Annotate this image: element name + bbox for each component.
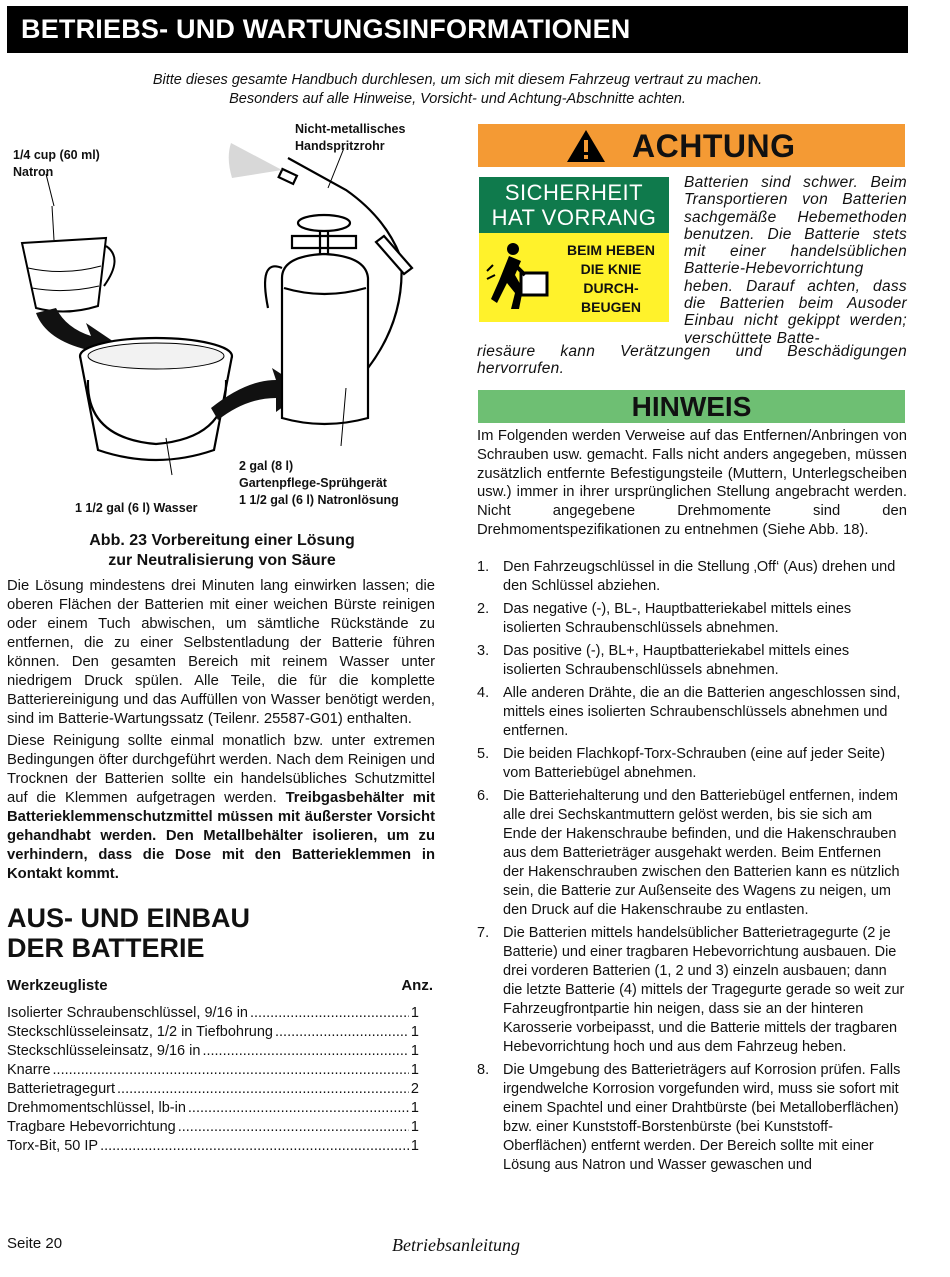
step-number: 8. <box>477 1062 490 1078</box>
list-item <box>477 558 905 596</box>
leader-dots <box>188 1099 409 1118</box>
leader-dots <box>275 1023 409 1042</box>
callout-spray-wand <box>295 121 405 155</box>
tool-item <box>7 1137 419 1156</box>
safety-sign-header-line-1: SICHERHEIT <box>504 180 644 205</box>
page-header: BETRIEBS- UND WARTUNGSINFORMATIONEN <box>7 6 908 53</box>
step-text: Die beiden Flachkopf-Torx-Schrauben (eine auf jeder Seite) vom Batteriebügel abnehmen. <box>503 746 886 781</box>
tool-qty: 2 <box>410 1081 419 1097</box>
tool-name: Knarre <box>7 1062 51 1078</box>
tool-list <box>7 1004 419 1156</box>
leader-dots <box>178 1118 409 1137</box>
callout-cup-line-2: Natron <box>13 165 54 179</box>
step-text: Den Fahrzeugschlüssel in die Stellung ‚Off‘ (Aus) drehen und den Schlüssel abziehen. <box>503 559 896 594</box>
step-number: 3. <box>477 643 490 659</box>
tool-name: Batterietragegurt <box>7 1081 116 1097</box>
tool-name: Steckschlüsseleinsatz, 9/16 in <box>7 1043 201 1059</box>
tool-qty: 1 <box>410 1138 419 1154</box>
figure-caption <box>6 531 438 571</box>
tool-qty: 1 <box>410 1100 419 1116</box>
callout-wand-line-2: Handspritzrohr <box>295 139 385 153</box>
callout-wand-line-1: Nicht-metallisches <box>295 122 406 136</box>
safety-instruction-line-3: DURCH- <box>583 280 639 296</box>
step-text: Die Batteriehalterung und den Batteriebügel entfernen, indem alle drei Sechskantmuttern gelöst werden, bis sie sich am Ende der Hakenschraube befinden, und die Hakenschrauben aus dem Batterieträger ausgehakt werden. Beim Entfernen der Hakenschrauben zwischen den Batterien kann es nützlich sein, die Batterie zur Außenseite des Wagens zu neigen, um den Druck auf die Hakenschraube zu entlasten. <box>503 788 900 918</box>
callout-sprayer-line-1: 2 gal (8 l) <box>239 459 294 473</box>
spray-mist-icon <box>229 143 282 178</box>
list-item <box>477 684 905 741</box>
leader-dots <box>117 1080 409 1099</box>
step-text: Die Batterien mittels handelsüblicher Batterietragegurte (2 je Batterie) und einer tragbaren Hebevorrichtung ausbauen. Die drei vorderen Batterien (1, 2 und 3) einzeln ausbauen; dann die letzte Batterie (4) mittels der Tragegurte gerade so weit zur Fahrzeugfrontpartie hin neigen, dass sie an der hinteren Karosserie vorbeipasst, und die Batterie mittels der tragbaren Hebevorrichtung hoch und aus dem Fahrzeug heben. <box>503 925 905 1055</box>
warning-text-side: Batterien sind schwer. Beim Transportieren von Batterien sachgemäße Hebemethoden benutzen. Die Batterie stets mit einer handelsüblichen Batterie-Hebevorrichtung heben. Darauf achten, dass die Batterien beim Ausoder Einbau nicht gekippt werden; verschüttete Batte- <box>684 174 907 347</box>
step-number: 2. <box>477 601 490 617</box>
cleaning-paragraph-2-bold: Treibgasbehälter mit Batterieklemmenschutzmittel müssen mit äußerster Vorsicht gehandhabt werden. Den Metallbehälter isolieren, um zu verhindern, dass die Dose mit den Batterieklemmen in Kontakt kommt. <box>7 790 435 882</box>
section-title <box>7 903 250 963</box>
tool-item <box>7 1080 419 1099</box>
leader-dots <box>53 1061 409 1080</box>
warning-title: ACHTUNG <box>632 128 796 164</box>
tool-name: Torx-Bit, 50 IP <box>7 1138 99 1154</box>
tool-qty: 1 <box>410 1119 419 1135</box>
safety-instruction-line-1: BEIM HEBEN <box>567 242 655 258</box>
leader-dots <box>250 1004 409 1023</box>
removal-steps <box>477 558 905 1179</box>
warning-triangle-icon <box>566 129 606 163</box>
leader-dots <box>202 1042 408 1061</box>
list-item <box>477 1061 905 1175</box>
section-title-line-2: DER BATTERIE <box>7 933 205 963</box>
step-number: 1. <box>477 559 490 575</box>
step-number: 6. <box>477 788 490 804</box>
tool-item <box>7 1042 419 1061</box>
tool-qty: 1 <box>410 1043 419 1059</box>
intro-note <box>0 71 915 109</box>
safety-instruction-line-4: BEUGEN <box>581 299 641 315</box>
section-title-line-1: AUS- UND EINBAU <box>7 903 250 933</box>
tool-qty: 1 <box>410 1062 419 1078</box>
safety-sign-body <box>479 233 669 322</box>
list-item <box>477 745 905 783</box>
step-number: 5. <box>477 746 490 762</box>
warning-banner <box>478 124 905 167</box>
safety-sign-header-line-2: HAT VORRANG <box>491 205 657 230</box>
safety-sign-header <box>479 177 669 233</box>
cleaning-paragraph-2-text: Diese Reinigung sollte einmal monatlich bzw. unter extremen Bedingungen öfter durchgeführt werden. Nach dem Reinigen und Trocknen der Batterien sollte ein handelsübliches Schutzmittel auf die Klemmen aufgetragen werden. <box>7 733 435 806</box>
step-text: Das positive (-), BL+, Hauptbatteriekabel mittels eines isolierten Schraubenschlüssels abnehmen. <box>503 643 850 678</box>
leader-dots <box>100 1137 409 1156</box>
tool-list-header <box>7 977 433 994</box>
cleaning-paragraph-1: Die Lösung mindestens drei Minuten lang einwirken lassen; die oberen Flächen der Batterien mit einer weichen Bürste reinigen oder einem Tuch abwischen, um sämtliche Rückstände zu entfernen, die zu einer Selbstentladung der Batterie führen können. Den gesamten Bereich mit reinem Wasser unter niedrigem Druck spülen. Alle Teile, die für die komplette Batteriereinigung und das Auffüllen von Wasser benötigt werden, sind im Batterie-Wartungssatz (Teilenr. 25587-G01) enthalten. <box>7 578 435 727</box>
step-number: 7. <box>477 925 490 941</box>
footer-document-title: Betriebsanleitung <box>392 1235 520 1255</box>
tool-item <box>7 1004 419 1023</box>
list-item <box>477 787 905 920</box>
tool-name: Steckschlüsseleinsatz, 1/2 in Tiefbohrung <box>7 1024 273 1040</box>
list-item <box>477 600 905 638</box>
tool-name: Isolierter Schraubenschlüssel, 9/16 in <box>7 1005 248 1021</box>
cleaning-paragraph-2 <box>7 732 435 884</box>
tool-list-title: Werkzeugliste <box>7 977 108 994</box>
safety-sign-instruction <box>561 241 661 317</box>
callout-sprayer <box>239 458 399 509</box>
tool-qty: 1 <box>410 1005 419 1021</box>
tool-item <box>7 1023 419 1042</box>
step-text: Die Umgebung des Batterieträgers auf Korrosion prüfen. Falls irgendwelche Korrosion vorgefunden wird, muss sie sofort mit einem Spachtel und einer Drahtbürste (bei Metalloberflächen) bzw. einer Kunststoff-Borstenbürste (bei Kunststoff-Oberflächen) entfernt werden. Der Bereich sollte mit einer Lösung aus Natron und Wasser gewaschen und <box>503 1062 901 1173</box>
notice-banner: HINWEIS <box>478 390 905 423</box>
safety-sign <box>479 177 669 322</box>
tool-name: Drehmomentschlüssel, lb-in <box>7 1100 186 1116</box>
tool-item <box>7 1099 419 1118</box>
figure-caption-line-2: zur Neutralisierung von Säure <box>108 552 336 569</box>
list-item <box>477 642 905 680</box>
callout-baking-soda-cup <box>13 147 100 181</box>
lifting-person-icon <box>485 241 551 313</box>
step-text: Alle anderen Drähte, die an die Batterien angeschlossen sind, mittels eines isolierten Schraubenschlüssels abnehmen und entfernen. <box>503 685 901 739</box>
tool-item <box>7 1061 419 1080</box>
page-number: Seite 20 <box>7 1235 63 1252</box>
step-text: Das negative (-), BL-, Hauptbatteriekabel mittels eines isolierten Schraubenschlüssels abnehmen. <box>503 601 852 636</box>
list-item <box>477 924 905 1057</box>
figure-caption-line-1: Abb. 23 Vorbereitung einer Lösung <box>89 532 355 549</box>
intro-line-1: Bitte dieses gesamte Handbuch durchlesen, um sich mit diesem Fahrzeug vertraut zu machen. <box>152 72 763 88</box>
callout-sprayer-line-3: 1 1/2 gal (6 l) Natronlösung <box>239 493 399 507</box>
callout-bucket-water: 1 1/2 gal (6 l) Wasser <box>75 501 198 515</box>
warning-text-continued: riesäure kann Verätzungen und Beschädigungen hervorrufen. <box>477 343 907 378</box>
bucket-icon <box>80 338 232 460</box>
tool-name: Tragbare Hebevorrichtung <box>7 1119 176 1135</box>
notice-text: Im Folgenden werden Verweise auf das Entfernen/Anbringen von Schrauben usw. gemacht. Falls nicht anders angegeben, müssen zusätzlich entfernte Befestigungsteile (Muttern, Unterlegscheiben usw.) immer in ihrer ursprünglichen Stellung angebracht werden. Nicht angegebene Drehmomente sind den Drehmomentspezifikationen zu entnehmen (Siehe Abb. 18). <box>477 428 907 538</box>
tool-qty: 1 <box>410 1024 419 1040</box>
intro-line-2: Besonders auf alle Hinweise, Vorsicht- und Achtung-Abschnitte achten. <box>229 91 686 107</box>
step-number: 4. <box>477 685 490 701</box>
callout-sprayer-line-2: Gartenpflege-Sprühgerät <box>239 476 387 490</box>
garden-sprayer-icon <box>265 158 412 424</box>
tool-item <box>7 1118 419 1137</box>
measuring-cup-icon <box>22 206 115 312</box>
neutralizing-solution-figure <box>6 118 446 528</box>
tool-list-qty-title: Anz. <box>401 977 433 994</box>
safety-instruction-line-2: DIE KNIE <box>580 261 642 277</box>
callout-cup-line-1: 1/4 cup (60 ml) <box>13 148 100 162</box>
